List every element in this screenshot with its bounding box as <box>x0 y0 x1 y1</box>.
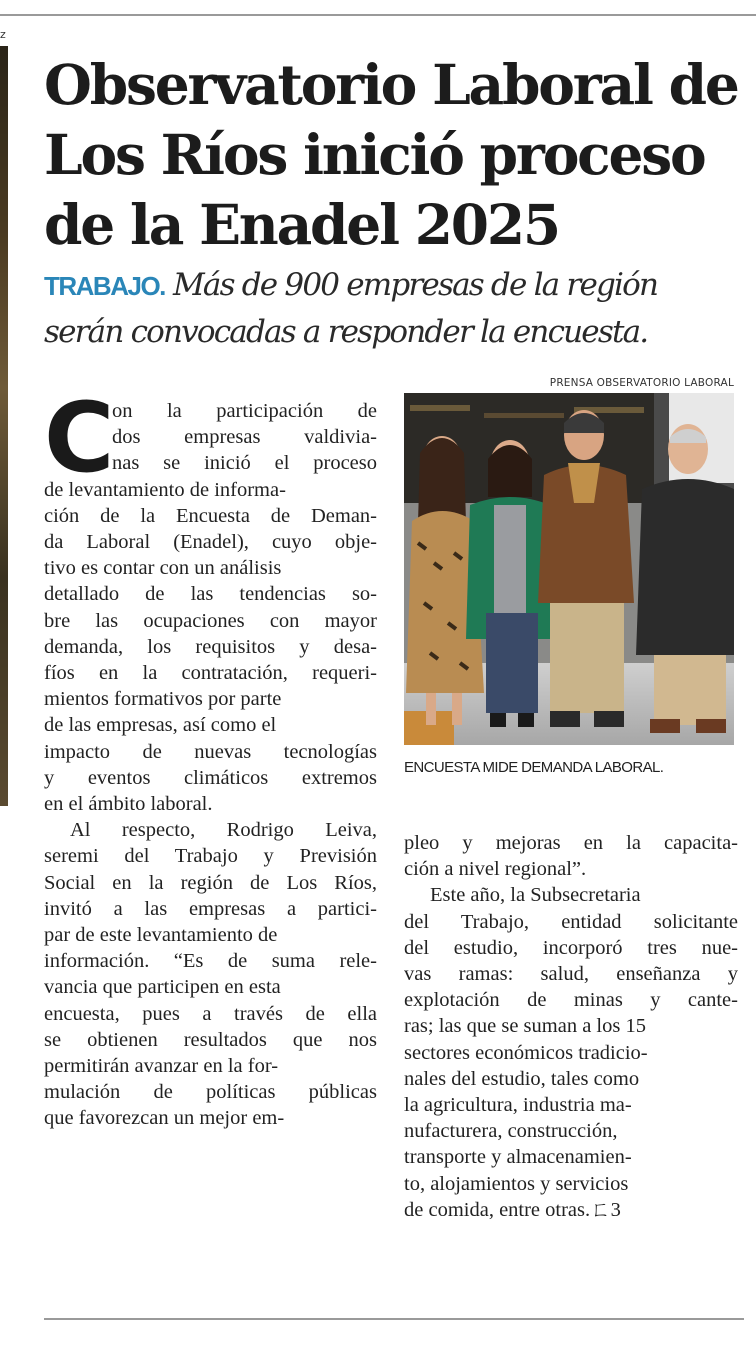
body-line: bre las ocupaciones con mayor <box>44 609 377 632</box>
adjacent-photo-edge <box>0 46 8 806</box>
body-line: tivo es contar con un análisis <box>44 557 282 580</box>
body-line: Social en la región de Los Ríos, <box>44 871 377 894</box>
body-column-1 <box>44 382 377 1132</box>
body-line: on la participación de <box>112 400 377 422</box>
body-line: encuesta, pues a través de ella <box>44 1002 377 1025</box>
body-line: ción de la Encuesta de Deman- <box>44 504 377 527</box>
drop-cap: C <box>44 382 115 494</box>
photo-credit: PRENSA OBSERVATORIO LABORAL <box>549 377 734 389</box>
body-line: demanda, los requisitos y desa- <box>44 635 377 658</box>
deck <box>44 262 749 355</box>
body-line: en el ámbito laboral. <box>44 793 213 816</box>
body-line: explotación de minas y cante- <box>404 989 738 1012</box>
body-line: fíos en la contratación, requeri- <box>44 662 377 685</box>
body-line: pleo y mejoras en la capacita- <box>404 832 738 854</box>
top-rule <box>0 14 756 16</box>
body-line: dos empresas valdivia- <box>112 426 377 449</box>
body-line: información. “Es de suma rele- <box>44 950 377 973</box>
headline <box>44 50 744 260</box>
group-photo-image <box>404 393 734 745</box>
body-line: mientos formativos por parte <box>44 688 282 711</box>
body-line: detallado de las tendencias so- <box>44 583 377 606</box>
body-line: se obtienen resultados que nos <box>44 1028 377 1051</box>
body-line: seremi del Trabajo y Previsión <box>44 845 377 868</box>
body-column-2: pleo y mejoras en la capacita- ción a nivel regional”. Este año, la Subsecretaria del Trabajo, entidad solicitante del estudio, incorporó tres nue- vas ramas: salud, enseñanza y explotación de minas y cante- ras; las que se suman a los 15 sectores económicos tradicio- nales del estudio, tales como la agricultura, industria ma- nufacturera, construcción, transporte y almacenamien- to, alojamientos y servicios de comida, entre otras.ㄈ3 <box>404 832 738 1221</box>
body-line: que favorezcan un mejor em- <box>44 1107 285 1130</box>
body-line: par de este levantamiento de <box>44 924 278 947</box>
body-line: transporte y almacenamien- <box>404 1146 632 1169</box>
body-line: da Laboral (Enadel), cuyo obje- <box>44 531 377 554</box>
body-line: del estudio, incorporó tres nue- <box>404 936 738 959</box>
headline-line: Observatorio Laboral de <box>44 52 738 117</box>
body-line: Este año, la Subsecretaria <box>430 884 641 907</box>
body-line: del Trabajo, entidad solicitante <box>404 910 738 933</box>
bottom-rule <box>44 1318 744 1320</box>
headline-line: de la Enadel 2025 <box>44 192 559 257</box>
body-line: to, alojamientos y servicios <box>404 1172 629 1195</box>
body-line: de levantamiento de informa- <box>44 478 286 501</box>
photo-caption: ENCUESTA MIDE DEMANDA LABORAL. <box>404 759 664 776</box>
body-line: ción a nivel regional”. <box>404 858 587 881</box>
body-line: Al respecto, Rodrigo Leiva, <box>70 819 377 842</box>
kicker: TRABAJO. <box>44 271 165 301</box>
body-line: nas se inició el proceso <box>112 452 377 475</box>
body-line: ras; las que se suman a los 15 <box>404 1015 646 1038</box>
deck-line: serán convocadas a responder la encuesta. <box>44 314 648 350</box>
body-line: impacto de nuevas tecnologías <box>44 740 377 763</box>
body-line: nales del estudio, tales como <box>404 1067 640 1090</box>
body-line: invitó a las empresas a partici- <box>44 897 377 920</box>
photo <box>404 393 734 745</box>
body-line: de las empresas, así como el <box>44 714 277 737</box>
body-line: sectores económicos tradicio- <box>404 1041 648 1064</box>
body-line: la agricultura, industria ma- <box>404 1094 632 1117</box>
corner-letter: z <box>0 28 6 41</box>
body-line: vas ramas: salud, enseñanza y <box>404 963 738 986</box>
headline-line: Los Ríos inició proceso <box>44 122 705 187</box>
body-line: nufacturera, construcción, <box>404 1120 618 1143</box>
deck-line: Más de 900 empresas de la región <box>172 267 658 303</box>
body-line: mulación de políticas públicas <box>44 1081 377 1104</box>
body-line: permitirán avanzar en la for- <box>44 1055 279 1078</box>
body-line: vancia que participen en esta <box>44 976 281 999</box>
body-line: y eventos climáticos extremos <box>44 766 377 789</box>
